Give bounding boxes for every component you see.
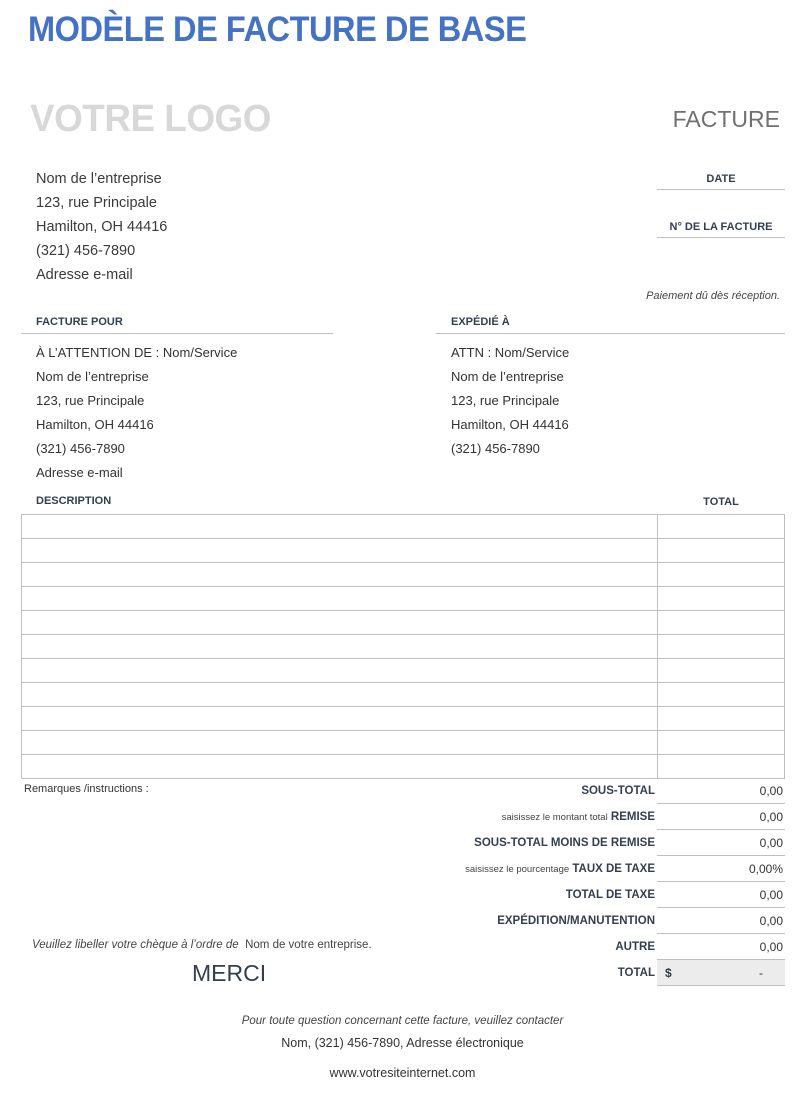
tax-rate-row: [400, 856, 785, 882]
subtotal-less-discount-label: SOUS-TOTAL MOINS DE REMISE: [474, 837, 655, 849]
footer-website[interactable]: www.votresiteinternet.com: [329, 1066, 476, 1080]
line-items-table: [21, 514, 785, 779]
table-row: [22, 635, 784, 659]
subtotal-label: SOUS-TOTAL: [581, 785, 655, 797]
item-total-cell[interactable]: [658, 635, 784, 658]
sender-street[interactable]: 123, rue Principale: [36, 195, 157, 211]
table-row: [22, 563, 784, 587]
shipping-row: [400, 908, 785, 934]
item-total-cell[interactable]: [658, 563, 784, 586]
grand-total-amount: -: [759, 965, 763, 980]
thank-you-text: MERCI: [192, 960, 267, 986]
item-description-cell[interactable]: [22, 563, 658, 586]
item-total-cell[interactable]: [658, 683, 784, 706]
payment-terms: Paiement dû dès réception.: [646, 290, 780, 302]
bill-to-email[interactable]: Adresse e-mail: [36, 465, 123, 480]
item-description-cell[interactable]: [22, 707, 658, 730]
cheque-instruction: [32, 939, 372, 951]
table-row: [22, 683, 784, 707]
subtotal-less-discount-row: [400, 830, 785, 856]
currency-symbol: $: [665, 965, 672, 980]
grand-total-row: [400, 960, 785, 986]
table-row: [22, 515, 784, 539]
table-row: [22, 755, 784, 779]
other-input[interactable]: 0,00: [657, 934, 785, 960]
shipping-label: EXPÉDITION/MANUTENTION: [497, 915, 655, 927]
subtotal-value: 0,00: [657, 778, 785, 804]
other-row: [400, 934, 785, 960]
item-total-cell[interactable]: [658, 515, 784, 538]
discount-row: [400, 804, 785, 830]
discount-hint: saisissez le montant total: [501, 812, 608, 823]
page-title: MODÈLE DE FACTURE DE BASE: [28, 10, 527, 49]
ship-to-city[interactable]: Hamilton, OH 44416: [451, 417, 569, 432]
subtotal-row: [400, 778, 785, 804]
remarks-label[interactable]: Remarques /instructions :: [24, 783, 149, 795]
sender-email[interactable]: Adresse e-mail: [36, 267, 133, 283]
bill-to-phone[interactable]: (321) 456-7890: [36, 441, 125, 456]
item-description-cell[interactable]: [22, 611, 658, 634]
item-total-cell[interactable]: [658, 587, 784, 610]
item-total-cell[interactable]: [658, 755, 784, 778]
item-description-cell[interactable]: [22, 755, 658, 778]
tax-total-value: 0,00: [657, 882, 785, 908]
item-description-cell[interactable]: [22, 515, 658, 538]
shipping-input[interactable]: 0,00: [657, 908, 785, 934]
cheque-prefix: Veuillez libeller votre chèque à l’ordre de: [32, 939, 239, 951]
invoice-number-field[interactable]: N° DE LA FACTURE: [657, 221, 785, 238]
tax-total-label: TOTAL DE TAXE: [565, 889, 655, 901]
bill-to-heading: FACTURE POUR: [21, 316, 333, 334]
footer-contact-prompt: Pour toute question concernant cette facture, veuillez contacter: [241, 1015, 564, 1027]
total-column-header: TOTAL: [703, 496, 739, 508]
grand-total-value: [657, 960, 785, 986]
tax-rate-hint: saisissez le pourcentage: [465, 864, 570, 875]
discount-input[interactable]: 0,00: [657, 804, 785, 830]
table-row: [22, 539, 784, 563]
grand-total-label: TOTAL: [617, 967, 655, 979]
item-total-cell[interactable]: [658, 539, 784, 562]
item-total-cell[interactable]: [658, 611, 784, 634]
table-row: [22, 587, 784, 611]
item-description-cell[interactable]: [22, 683, 658, 706]
item-description-cell[interactable]: [22, 659, 658, 682]
table-row: [22, 707, 784, 731]
other-label: AUTRE: [615, 941, 655, 953]
bill-to-company[interactable]: Nom de l’entreprise: [36, 369, 149, 384]
logo-placeholder[interactable]: VOTRE LOGO: [30, 98, 271, 140]
bill-to-city[interactable]: Hamilton, OH 44416: [36, 417, 154, 432]
tax-rate-input[interactable]: 0,00%: [657, 856, 785, 882]
tax-rate-label: TAUX DE TAXE: [572, 863, 655, 875]
sender-phone[interactable]: (321) 456-7890: [36, 243, 136, 259]
cheque-payee[interactable]: Nom de votre entreprise.: [245, 939, 372, 951]
ship-to-heading: EXPÉDIÉ À: [436, 316, 785, 334]
document-type-label: FACTURE: [672, 106, 780, 132]
item-total-cell[interactable]: [658, 707, 784, 730]
bill-to-street[interactable]: 123, rue Principale: [36, 393, 145, 408]
tax-total-row: [400, 882, 785, 908]
table-row: [22, 659, 784, 683]
table-row: [22, 731, 784, 755]
item-description-cell[interactable]: [22, 587, 658, 610]
item-description-cell[interactable]: [22, 731, 658, 754]
ship-to-phone[interactable]: (321) 456-7890: [451, 441, 540, 456]
table-row: [22, 611, 784, 635]
sender-company[interactable]: Nom de l’entreprise: [36, 171, 162, 187]
item-total-cell[interactable]: [658, 659, 784, 682]
ship-to-company[interactable]: Nom de l’entreprise: [451, 369, 564, 384]
sender-city[interactable]: Hamilton, OH 44416: [36, 219, 168, 235]
date-field[interactable]: DATE: [657, 173, 785, 190]
item-total-cell[interactable]: [658, 731, 784, 754]
footer-contact-details[interactable]: Nom, (321) 456-7890, Adresse électronique: [281, 1036, 524, 1050]
subtotal-less-discount-value: 0,00: [657, 830, 785, 856]
description-column-header: DESCRIPTION: [36, 495, 112, 507]
item-description-cell[interactable]: [22, 635, 658, 658]
bill-to-attention[interactable]: À L’ATTENTION DE : Nom/Service: [36, 345, 238, 360]
ship-to-street[interactable]: 123, rue Principale: [451, 393, 560, 408]
item-description-cell[interactable]: [22, 539, 658, 562]
discount-label: REMISE: [610, 811, 655, 823]
ship-to-attention[interactable]: ATTN : Nom/Service: [451, 345, 570, 360]
